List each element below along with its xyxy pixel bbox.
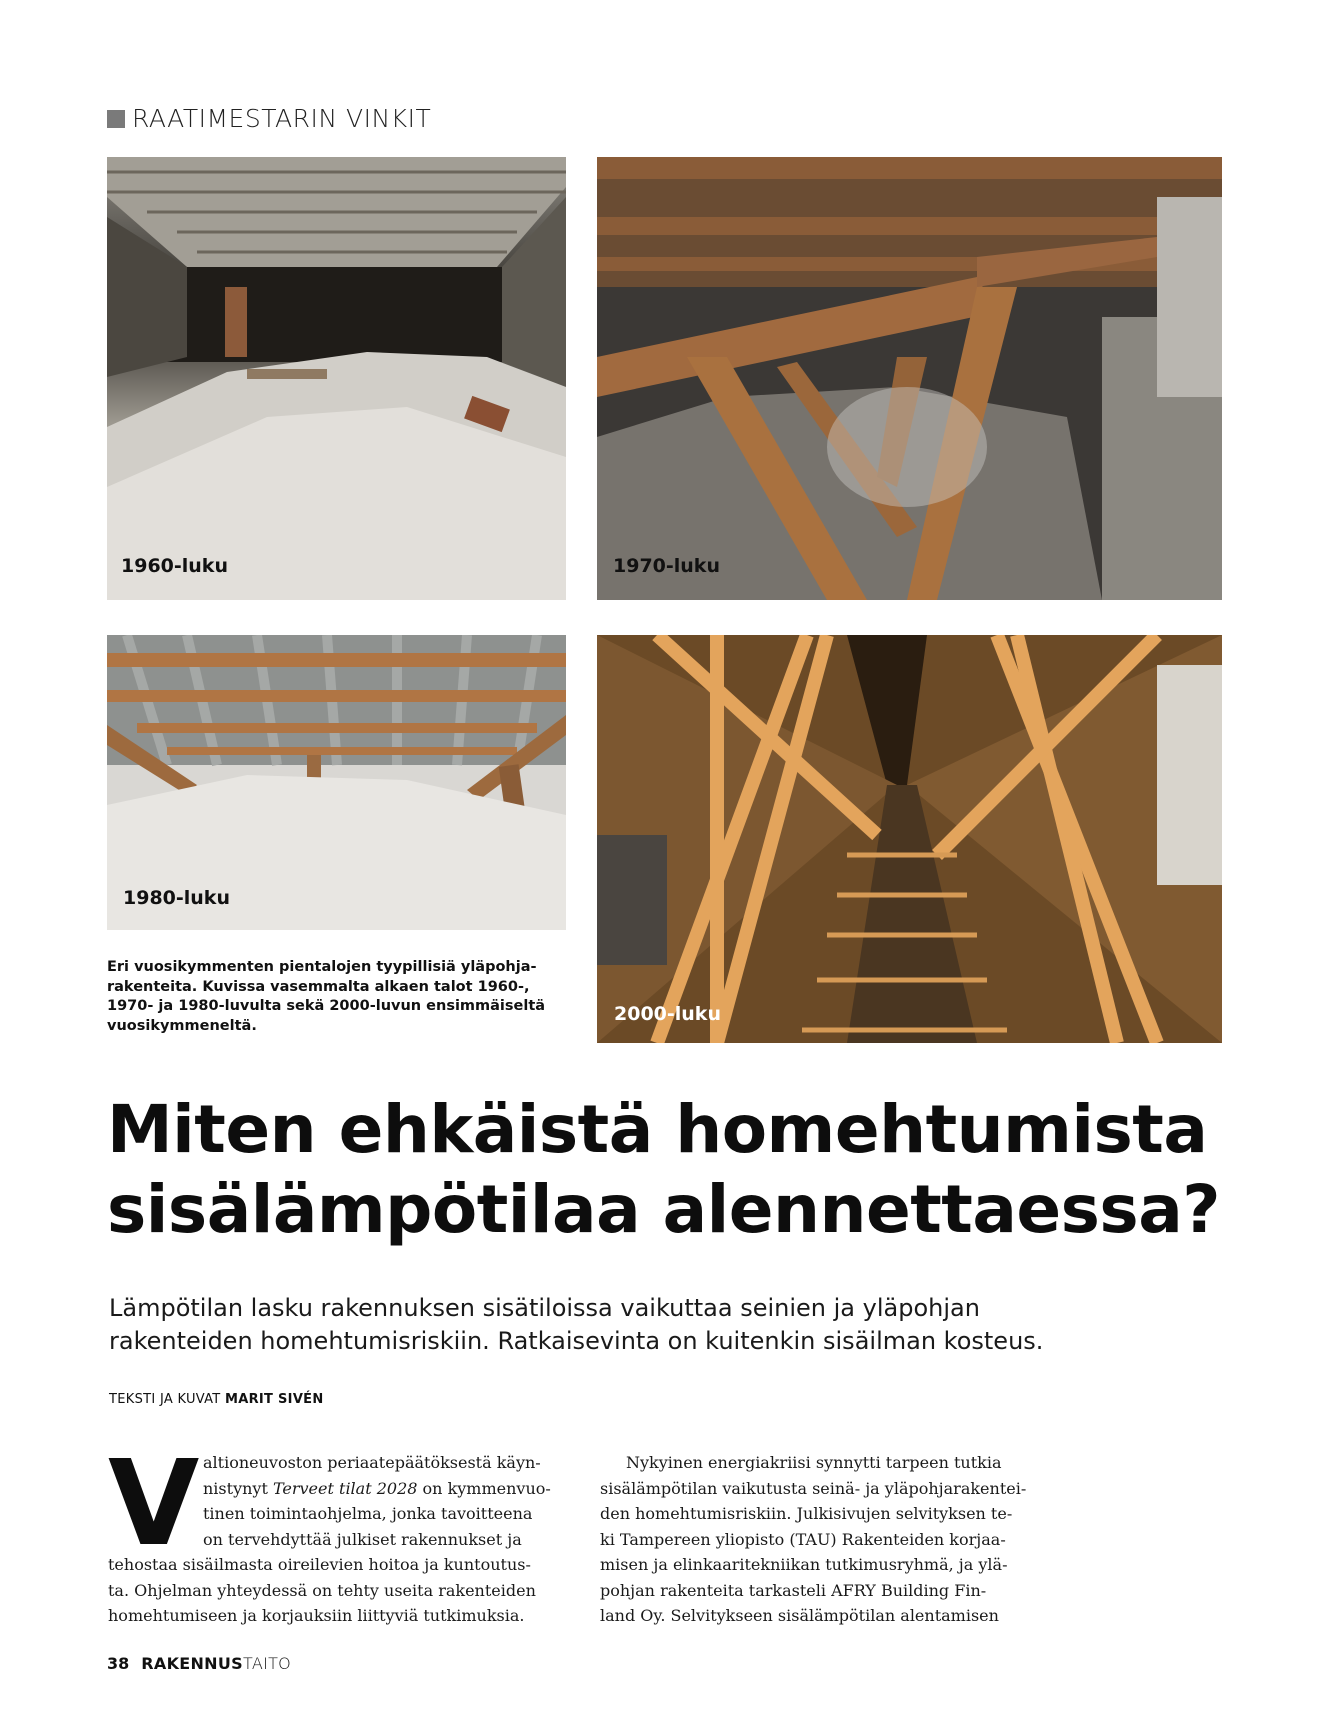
- photo-1970-attic: [597, 157, 1222, 600]
- magazine-name-light: TAITO: [243, 1654, 292, 1673]
- byline-prefix: TEKSTI JA KUVAT: [109, 1392, 221, 1407]
- body-line: ta. Ohjelman yhteydessä on tehty useita rakenteiden: [108, 1580, 536, 1600]
- photo-caption-line: 1970- ja 1980-luvulta sekä 2000-luvun ensimmäiseltä: [107, 998, 546, 1014]
- lead-line-2: rakenteiden homehtumisriskiin. Ratkaisevinta on kuitenkin sisäilman kosteus.: [109, 1327, 1044, 1355]
- photo-1970-image: [597, 157, 1222, 600]
- body-line: ki Tampereen yliopisto (TAU) Rakenteiden korjaa-: [600, 1529, 1006, 1549]
- body-line: nistynyt Terveet tilat 2028 on kymmenvuo-: [203, 1478, 551, 1498]
- article-headline: [107, 1090, 1220, 1250]
- headline-line-1: Miten ehkäistä homehtumista: [107, 1091, 1208, 1168]
- body-line: land Oy. Selvitykseen sisälämpötilan alentamisen: [600, 1606, 999, 1625]
- article-column-1: [108, 1450, 568, 1629]
- photo-1960-attic: [107, 157, 566, 600]
- photo-1970-caption: 1970-luku: [613, 555, 720, 577]
- body-line: den homehtumisriskiin. Julkisivujen selvityksen te-: [600, 1504, 1013, 1523]
- page-footer: [107, 1654, 291, 1673]
- photo-caption-line: Eri vuosikymmenten pientalojen tyypillisiä yläpohja-: [107, 959, 537, 975]
- body-line: on tervehdyttää julkiset rakennukset ja: [203, 1529, 522, 1549]
- headline-line-2: sisälämpötilaa alennettaessa?: [107, 1171, 1221, 1248]
- body-line: tehostaa sisäilmasta oireilevien hoitoa ja kuntoutus-: [108, 1555, 531, 1574]
- photo-caption: [107, 958, 567, 1036]
- lead-line-1: Lämpötilan lasku rakennuksen sisätiloissa vaikuttaa seinien ja yläpohjan: [109, 1294, 980, 1322]
- photo-2000-image: [597, 635, 1222, 1043]
- body-line: misen ja elinkaaritekniikan tutkimusryhmä, ja ylä-: [600, 1555, 1008, 1574]
- body-line: tinen toimintaohjelma, jonka tavoitteena: [203, 1504, 533, 1523]
- body-line: altioneuvoston periaatepäätöksestä käyn-: [203, 1453, 541, 1472]
- photo-1980-image: [107, 635, 566, 930]
- section-label: RAATIMESTARIN VINKIT: [132, 104, 432, 133]
- body-line: sisälämpötilan vaikutusta seinä- ja yläpohjarakentei-: [600, 1478, 1027, 1498]
- article-column-2: [600, 1450, 1060, 1629]
- photo-1980-caption: 1980-luku: [123, 887, 230, 909]
- page-number: 38: [107, 1654, 130, 1673]
- photo-caption-line: rakenteita. Kuvissa vasemmalta alkaen talot 1960-,: [107, 978, 530, 995]
- section-tag: [107, 104, 431, 133]
- section-square-icon: [107, 110, 125, 128]
- photo-1960-caption: 1960-luku: [121, 555, 228, 577]
- drop-cap: V: [108, 1434, 200, 1572]
- body-line: homehtumiseen ja korjauksiin liittyviä tutkimuksia.: [108, 1606, 525, 1625]
- photo-2000-attic: [597, 635, 1222, 1043]
- photo-2000-caption: 2000-luku: [614, 1003, 721, 1025]
- photo-1980-attic: [107, 635, 566, 930]
- body-line: Nykyinen energiakriisi synnytti tarpeen tutkia: [626, 1453, 1002, 1472]
- photo-1960-image: [107, 157, 566, 600]
- photo-caption-line: vuosikymmeneltä.: [107, 1017, 257, 1034]
- byline-author: MARIT SIVÉN: [224, 1392, 324, 1407]
- program-name: Terveet tilat 2028: [272, 1478, 418, 1498]
- body-line: pohjan rakenteita tarkasteli AFRY Building Fin-: [600, 1580, 987, 1600]
- magazine-name-bold: RAKENNUS: [141, 1654, 243, 1673]
- byline: [109, 1392, 324, 1407]
- article-lead: [109, 1292, 1209, 1358]
